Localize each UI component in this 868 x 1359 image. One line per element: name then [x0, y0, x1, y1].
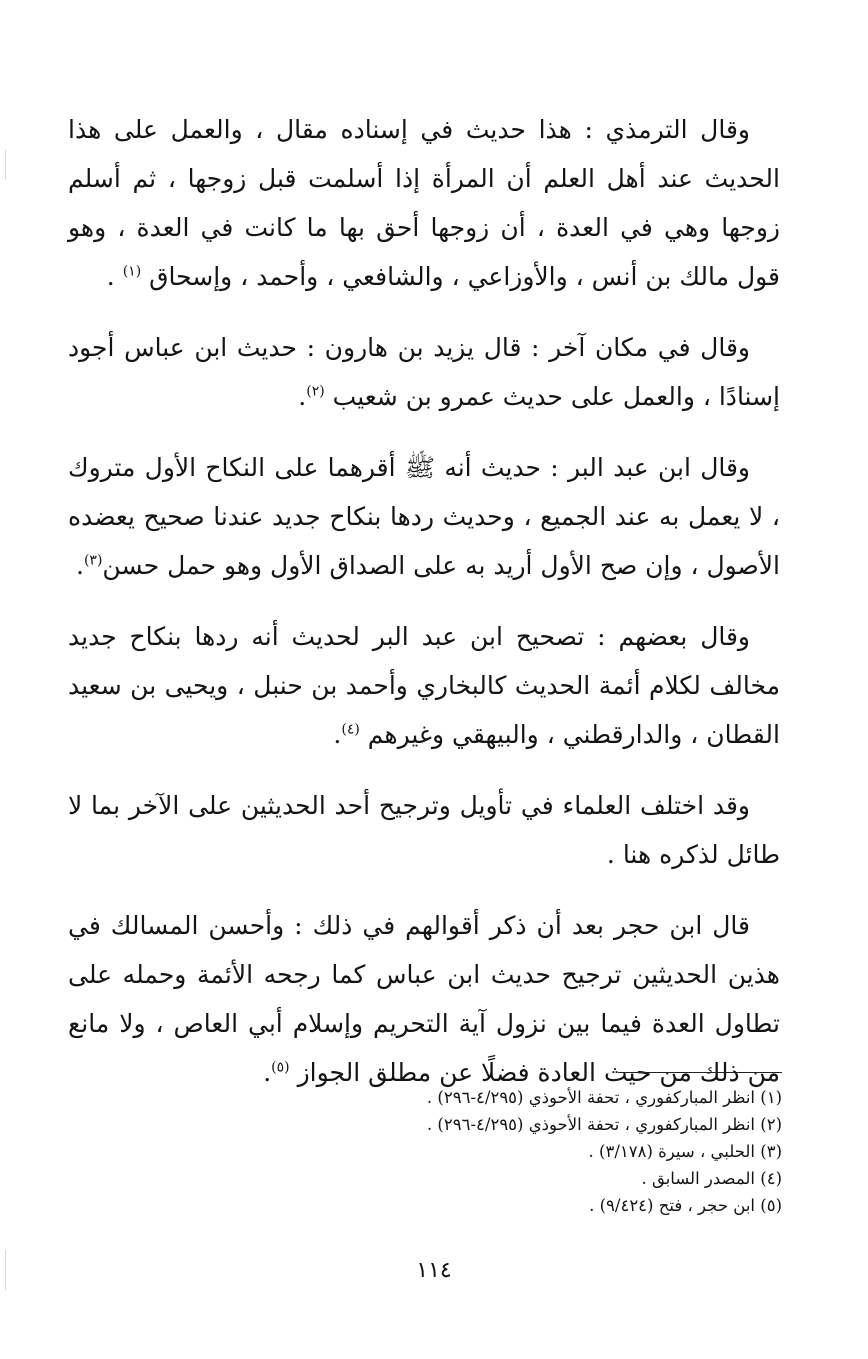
body-text — [68, 105, 780, 1119]
footnotes-list — [320, 1084, 782, 1219]
footnote-5: (٥) ابن حجر ، فتح (٩/٤٢٤) . — [589, 1196, 782, 1215]
paragraph-tail: . — [106, 262, 123, 291]
scan-edge-mark — [5, 1250, 6, 1290]
paragraph-tail: . — [76, 551, 84, 580]
footnote-1: (١) انظر المباركفوري ، تحفة الأحوذي (٤/٢٩٥-٢٩٦) . — [426, 1088, 782, 1107]
paragraph-text: وقد اختلف العلماء في تأويل وترجيح أحد الحديثين على الآخر بما لا طائل لذكره هنا . — [68, 791, 780, 869]
footnote-reference: (٢) — [306, 383, 325, 400]
footnote-reference: (٥) — [271, 1059, 290, 1076]
paragraph-2 — [68, 323, 780, 421]
footnote-3: (٣) الحلبي ، سيرة (٣/١٧٨) . — [588, 1142, 782, 1161]
footnote-divider — [618, 1072, 782, 1073]
footnote-reference: (٣) — [83, 552, 103, 569]
paragraph-tail: . — [333, 720, 342, 749]
paragraph-text: وقال الترمذي : هذا حديث في إسناده مقال ، والعمل على هذا الحديث عند أهل العلم أن المرأة إذا أسلمت قبل زوجها ، ثم أسلم زوجها وهي في العدة ، أن زوجها أحق بها ما كانت في العدة ، وهو قول مالك بن أنس ، والأوزاعي ، والشافعي ، وأحمد ، وإسحاق — [68, 115, 780, 291]
paragraph-5 — [68, 781, 780, 879]
paragraph-text: وقال بعضهم : تصحيح ابن عبد البر لحديث أنه ردها بنكاح جديد مخالف لكلام أئمة الحديث كالبخاري وأحمد بن حنبل ، ويحيى بن سعيد القطان ، والدارقطني ، والبيهقي وغيرهم — [68, 622, 780, 749]
footnote-2: (٢) انظر المباركفوري ، تحفة الأحوذي (٤/٢٩٥-٢٩٦) . — [426, 1115, 782, 1134]
paragraph-text: وقال في مكان آخر : قال يزيد بن هارون : حديث ابن عباس أجود إسنادًا ، والعمل على حديث عمرو بن شعيب — [68, 333, 780, 411]
footnote-4: (٤) المصدر السابق . — [641, 1169, 782, 1188]
paragraph-text: وقال ابن عبد البر : حديث أنه ﷺ أقرهما على النكاح الأول متروك ، لا يعمل به عند الجميع ، وحديث ردها بنكاح جديد عندنا صحيح يعضده الأصول ، وإن صح الأول أريد به على الصداق الأول وهو حمل حسن — [68, 453, 780, 580]
paragraph-4 — [68, 612, 780, 759]
paragraph-tail: . — [298, 382, 307, 411]
scan-edge-mark — [5, 150, 6, 180]
paragraph-6 — [68, 901, 780, 1097]
footnote-reference: (١) — [122, 263, 142, 280]
paragraph-3 — [68, 443, 780, 590]
page-number: ١١٤ — [416, 1258, 452, 1283]
paragraph-text: قال ابن حجر بعد أن ذكر أقوالهم في ذلك : وأحسن المسالك في هذين الحديثين ترجيح حديث ابن عباس كما رجحه الأئمة وحمله على تطاول العدة فيما بين نزول آية التحريم وإسلام أبي العاص ، ولا مانع من ذلك من حيث العادة فضلًا عن مطلق الجواز — [68, 911, 780, 1087]
footnote-reference: (٤) — [341, 721, 360, 738]
paragraph-tail: . — [263, 1058, 272, 1087]
paragraph-1 — [68, 105, 780, 301]
